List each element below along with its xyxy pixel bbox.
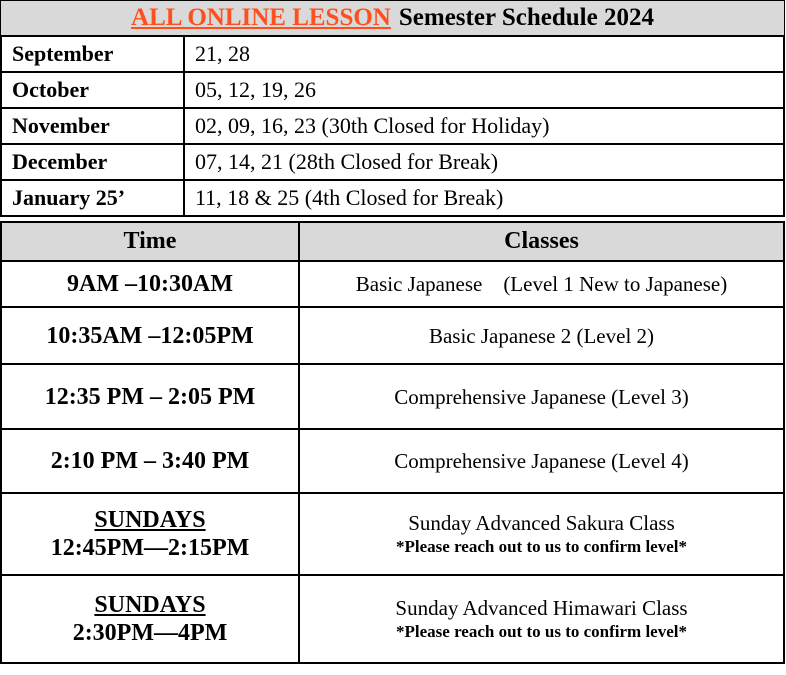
table-row [1,429,784,493]
month-dates: 05, 12, 19, 26 [184,72,784,108]
month-name: December [1,144,184,180]
table-row [1,575,784,663]
class-note: *Please reach out to us to confirm level* [396,622,687,641]
month-name: November [1,108,184,144]
month-dates: 21, 28 [184,36,784,72]
month-dates: 02, 09, 16, 23 (30th Closed for Holiday) [184,108,784,144]
month-row [1,72,784,108]
time-cell: 12:35 PM – 2:05 PM [1,364,299,429]
table-row [1,307,784,364]
time-cell: 2:10 PM – 3:40 PM [1,429,299,493]
class-note: *Please reach out to us to confirm level* [396,537,687,556]
day-label: SUNDAYS [94,592,206,618]
class-cell: Basic Japanese 2 (Level 2) [299,307,784,364]
class-cell: Comprehensive Japanese (Level 3) [299,364,784,429]
month-dates: 11, 18 & 25 (4th Closed for Break) [184,180,784,216]
month-name: October [1,72,184,108]
month-row [1,180,784,216]
class-cell: Comprehensive Japanese (Level 4) [299,429,784,493]
time-range: 12:45PM—2:15PM [50,535,250,561]
page-title [0,0,785,36]
table-row [1,364,784,429]
class-cell [299,575,784,663]
table-row [1,261,784,307]
class-schedule-table [0,221,785,664]
time-range: 2:30PM—4PM [72,620,228,646]
day-label: SUNDAYS [94,507,206,533]
class-name: Sunday Advanced Himawari Class [395,596,688,620]
classes-header: Classes [299,222,784,261]
time-cell: 10:35AM –12:05PM [1,307,299,364]
month-name: January 25’ [1,180,184,216]
class-cell: Basic Japanese (Level 1 New to Japanese) [299,261,784,307]
month-row [1,108,784,144]
title-rest: Semester Schedule 2024 [398,4,654,31]
table-row [1,493,784,575]
time-cell [1,493,299,575]
schedule-header-row [1,222,784,261]
time-header: Time [1,222,299,261]
class-cell [299,493,784,575]
title-accent: ALL ONLINE LESSON [131,4,391,31]
month-row [1,144,784,180]
month-row [1,36,784,72]
month-dates: 07, 14, 21 (28th Closed for Break) [184,144,784,180]
class-name: Sunday Advanced Sakura Class [408,511,675,535]
months-table [0,35,785,217]
month-name: September [1,36,184,72]
time-cell: 9AM –10:30AM [1,261,299,307]
time-cell [1,575,299,663]
